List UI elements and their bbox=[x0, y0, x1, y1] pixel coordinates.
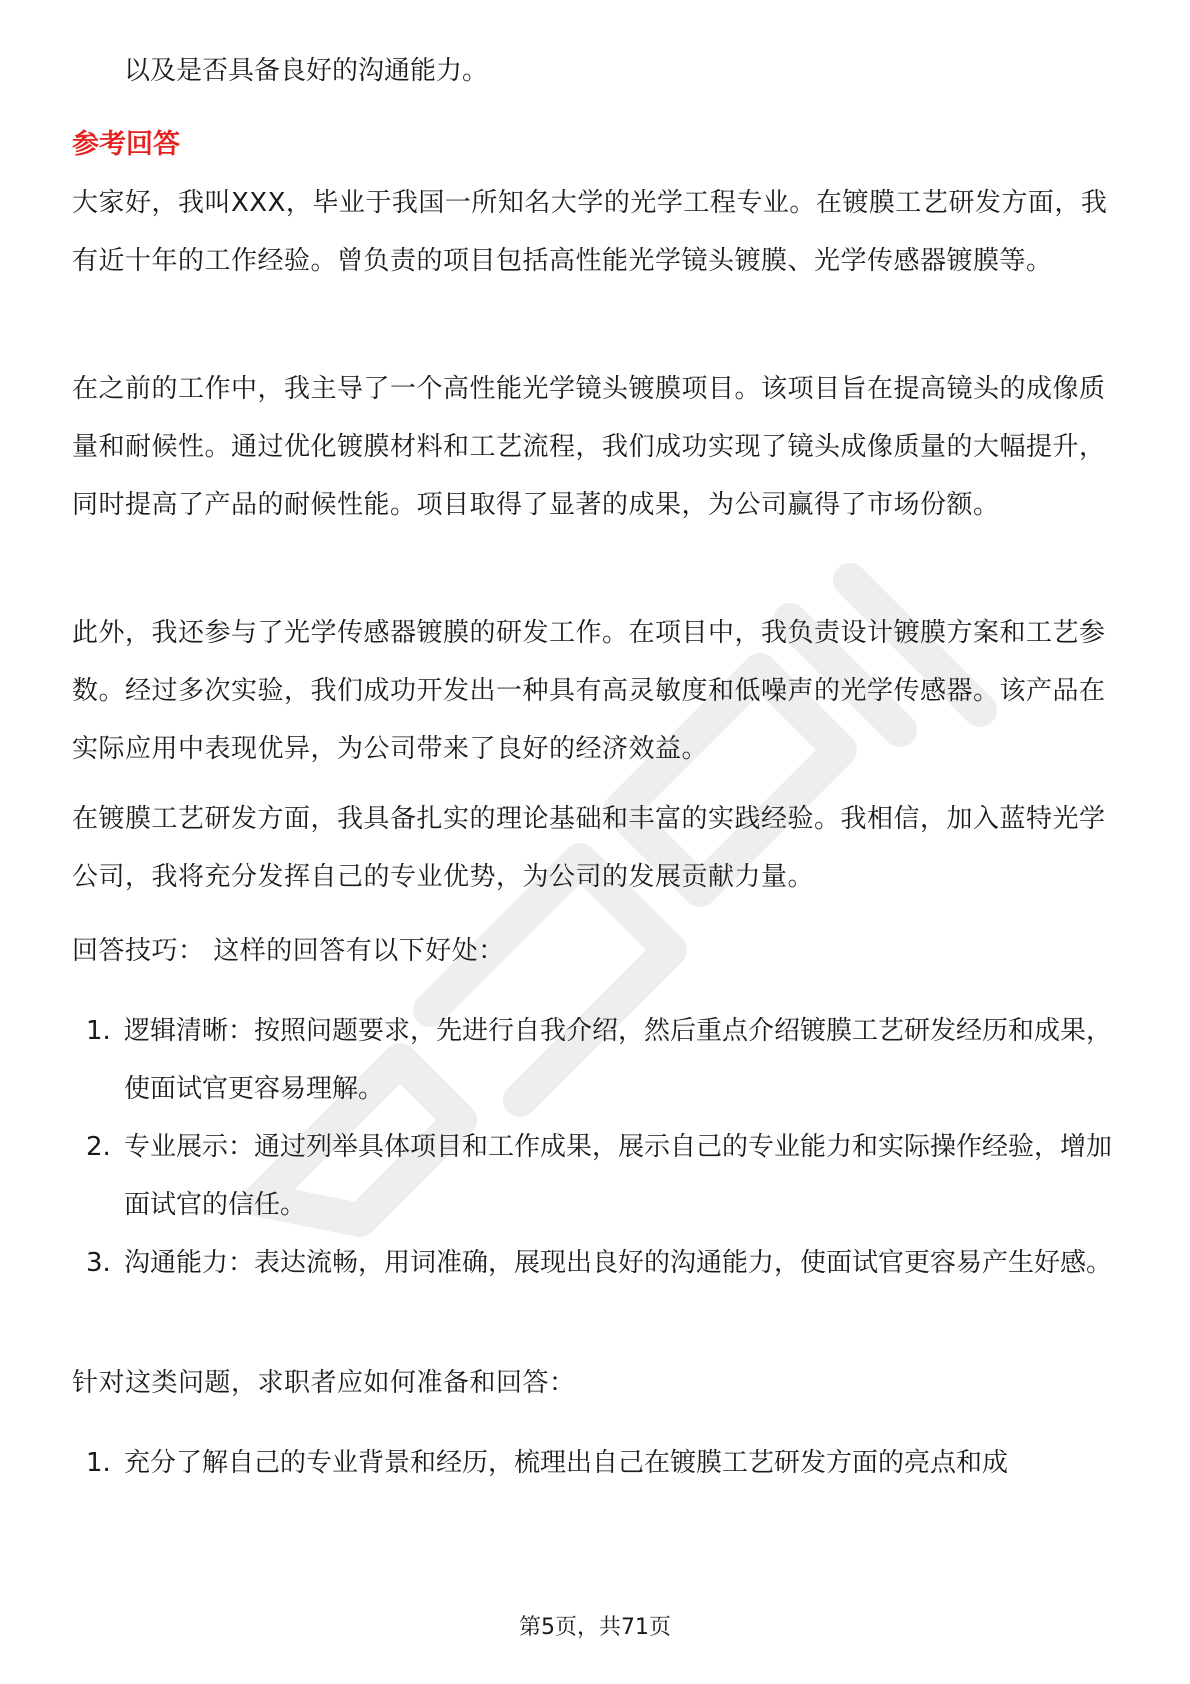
paragraph-1 bbox=[72, 174, 1118, 290]
list-item bbox=[72, 1234, 1118, 1292]
prep-list bbox=[72, 1434, 1118, 1492]
section-heading-reference-answer: 参考回答 bbox=[72, 129, 180, 160]
list-item-text: 沟通能力：表达流畅，用词准确，展现出良好的沟通能力，使面试官更容易产生好感。 bbox=[124, 1248, 1113, 1278]
list-item bbox=[72, 1002, 1118, 1118]
paragraph-2 bbox=[72, 360, 1118, 534]
paragraph-3 bbox=[72, 604, 1118, 778]
intro-line: 以及是否具备良好的沟通能力。 bbox=[124, 56, 489, 86]
prep-intro-text: 针对这类问题，求职者应如何准备和回答： bbox=[72, 1368, 576, 1398]
list-item-text: 专业展示：通过列举具体项目和工作成果，展示自己的专业能力和实际操作经验，增加面试官的信任。 bbox=[124, 1132, 1113, 1220]
prep-intro bbox=[72, 1354, 1118, 1412]
list-number: 3. bbox=[86, 1248, 111, 1278]
list-number: 2. bbox=[86, 1132, 111, 1162]
list-number: 1. bbox=[86, 1016, 111, 1046]
list-item bbox=[72, 1434, 1118, 1492]
tips-intro bbox=[72, 922, 1118, 980]
paragraph-text: 在之前的工作中，我主导了一个高性能光学镜头镀膜项目。该项目旨在提高镜头的成像质量和耐候性。通过优化镀膜材料和工艺流程，我们成功实现了镜头成像质量的大幅提升，同时提高了产品的耐候性能。项目取得了显著的成果，为公司赢得了市场份额。 bbox=[72, 374, 1106, 520]
paragraph-text: 大家好，我叫XXX，毕业于我国一所知名大学的光学工程专业。在镀膜工艺研发方面，我有近十年的工作经验。曾负责的项目包括高性能光学镜头镀膜、光学传感器镀膜等。 bbox=[72, 188, 1108, 276]
list-item-text: 逻辑清晰：按照问题要求，先进行自我介绍，然后重点介绍镀膜工艺研发经历和成果，使面试官更容易理解。 bbox=[124, 1016, 1113, 1104]
paragraph-text: 此外，我还参与了光学传感器镀膜的研发工作。在项目中，我负责设计镀膜方案和工艺参数。经过多次实验，我们成功开发出一种具有高灵敏度和低噪声的光学传感器。该产品在实际应用中表现优异，为公司带来了良好的经济效益。 bbox=[72, 618, 1106, 764]
page-footer: 第5页，共71页 bbox=[519, 1615, 671, 1640]
list-number: 1. bbox=[86, 1448, 111, 1478]
paragraph-text: 在镀膜工艺研发方面，我具备扎实的理论基础和丰富的实践经验。我相信，加入蓝特光学公司，我将充分发挥自己的专业优势，为公司的发展贡献力量。 bbox=[72, 804, 1106, 892]
tips-list bbox=[72, 1002, 1118, 1292]
paragraph-4 bbox=[72, 790, 1118, 906]
list-item-text: 充分了解自己的专业背景和经历，梳理出自己在镀膜工艺研发方面的亮点和成 bbox=[124, 1448, 1009, 1478]
list-item bbox=[72, 1118, 1118, 1234]
tips-intro-text: 回答技巧： 这样的回答有以下好处： bbox=[72, 936, 505, 966]
